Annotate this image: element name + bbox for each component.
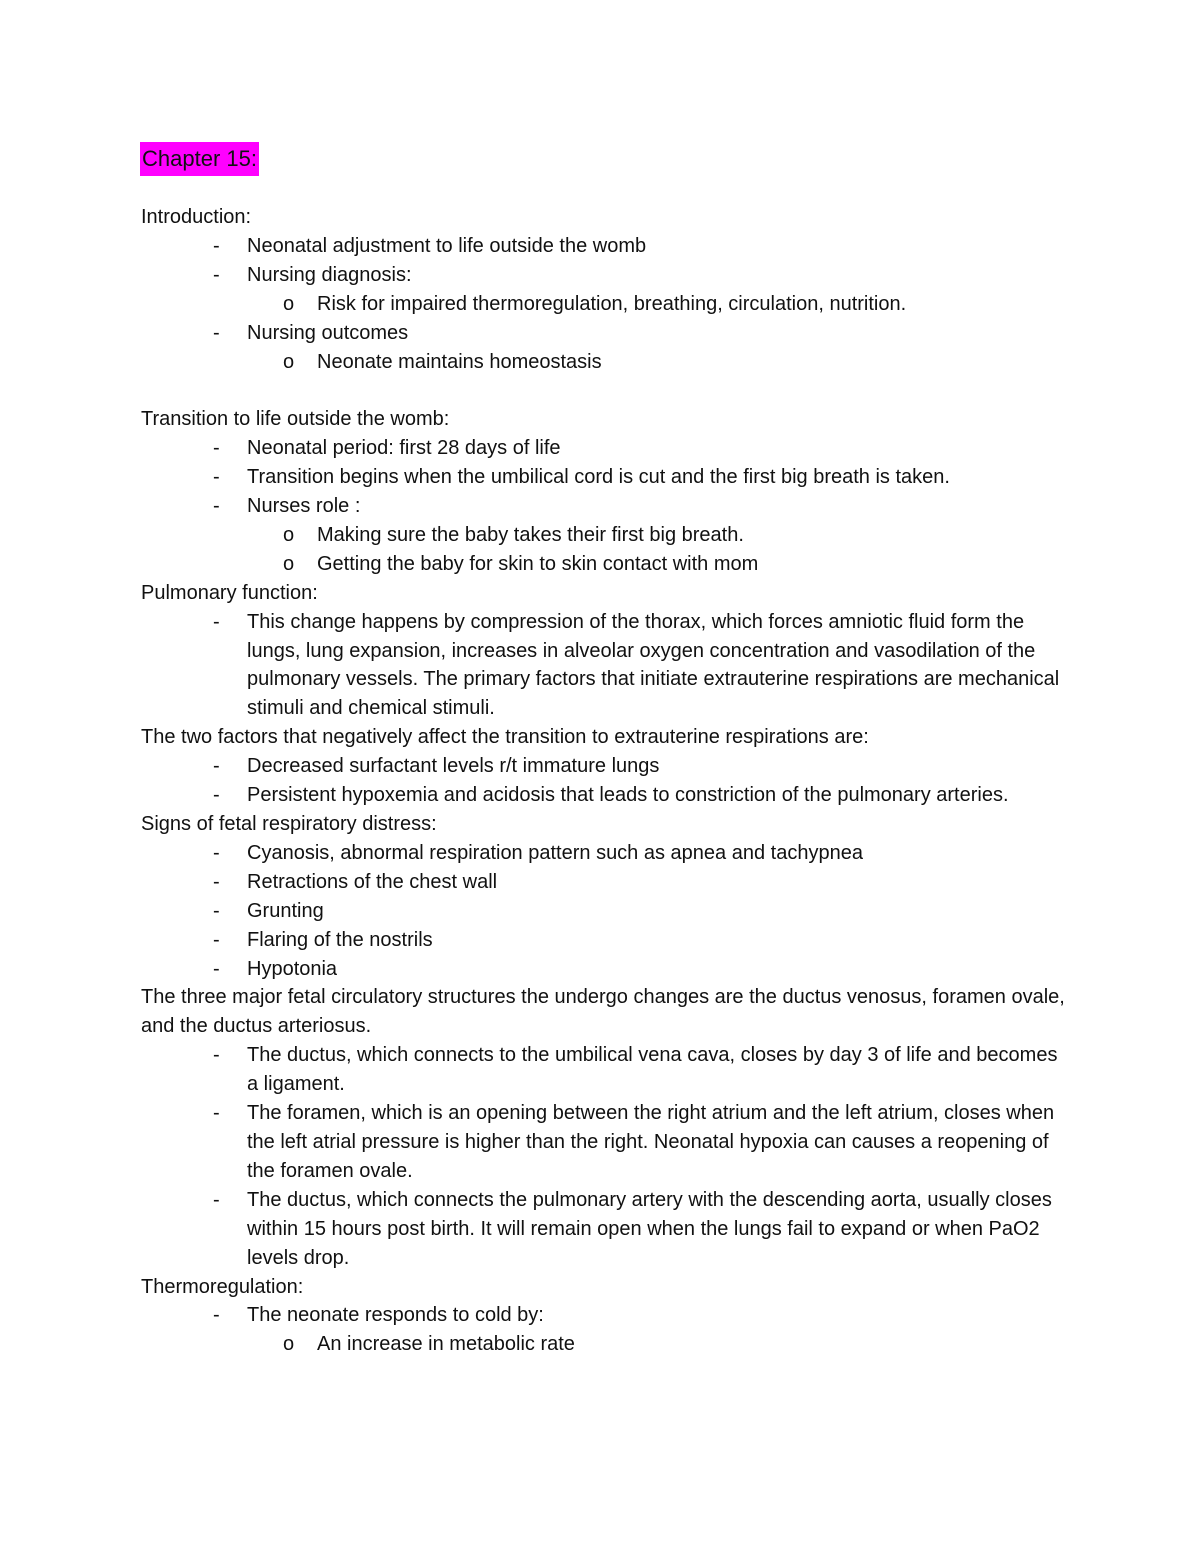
chapter-title: Chapter 15: — [140, 142, 259, 176]
list-item — [141, 839, 1071, 868]
sub-list-item — [141, 348, 1071, 377]
circle-bullet: o — [283, 523, 295, 546]
list-item — [141, 781, 1071, 810]
list-item — [141, 1186, 1071, 1273]
list-item — [141, 897, 1071, 926]
transition-list — [141, 434, 1071, 579]
list-item — [141, 261, 1071, 290]
list-item-text: Neonatal adjustment to life outside the womb — [247, 234, 647, 257]
circulatory-list — [141, 1041, 1071, 1272]
dash-bullet: - — [213, 610, 220, 633]
dash-bullet: - — [213, 437, 220, 460]
distress-list — [141, 839, 1071, 984]
sub-list-item-text: An increase in metabolic rate — [317, 1333, 575, 1356]
circle-bullet: o — [283, 292, 295, 315]
chapter-title-wrap — [140, 142, 259, 176]
list-item — [141, 1041, 1071, 1099]
list-item — [141, 1301, 1071, 1330]
dash-bullet: - — [213, 1044, 220, 1067]
list-item-text: The ductus, which connects the pulmonary artery with the descending aorta, usually closes within 15 hours post birth. It will remain open when the lungs fail to expand or when PaO2 levels drop. — [247, 1188, 1052, 1269]
list-item-text: Persistent hypoxemia and acidosis that leads to constriction of the pulmonary arteries. — [247, 784, 1009, 807]
list-item-text: Nurses role : — [247, 495, 361, 518]
dash-bullet: - — [213, 1188, 220, 1211]
blank-line — [141, 376, 1071, 405]
dash-bullet: - — [213, 321, 220, 344]
section-heading-thermoregulation: Thermoregulation: — [141, 1275, 304, 1298]
circle-bullet: o — [283, 1333, 295, 1356]
list-item-text: The foramen, which is an opening between the right atrium and the left atrium, closes when the left atrial pressure is higher than the right. Neonatal hypoxia can causes a reopening of the foramen ovale. — [247, 1102, 1055, 1182]
sub-list-item — [141, 1330, 1071, 1359]
dash-bullet: - — [213, 841, 220, 864]
list-item-text: Cyanosis, abnormal respiration pattern such as apnea and tachypnea — [247, 841, 863, 864]
section-heading-transition: Transition to life outside the womb: — [141, 408, 450, 431]
section-heading-circulatory: The three major fetal circulatory structures the undergo changes are the ductus venosus, foramen ovale, and the ductus arteriosus. — [141, 986, 1065, 1038]
sub-list-item-text: Making sure the baby takes their first big breath. — [317, 523, 744, 546]
list-item — [141, 926, 1071, 955]
list-item — [141, 463, 1071, 492]
list-item-text: The ductus, which connects to the umbilical vena cava, closes by day 3 of life and becomes a ligament. — [247, 1044, 1058, 1096]
dash-bullet: - — [213, 870, 220, 893]
circle-bullet: o — [283, 350, 295, 373]
dash-bullet: - — [213, 957, 220, 980]
list-item — [141, 319, 1071, 348]
dash-bullet: - — [213, 755, 220, 778]
dash-bullet: - — [213, 784, 220, 807]
thermo-list — [141, 1301, 1071, 1359]
section-heading-factors: The two factors that negatively affect the transition to extrauterine respirations are: — [141, 726, 869, 749]
list-item-text: Decreased surfactant levels r/t immature lungs — [247, 755, 660, 778]
list-item-text: Flaring of the nostrils — [247, 928, 433, 951]
list-item-text: The neonate responds to cold by: — [247, 1304, 544, 1327]
list-item — [141, 752, 1071, 781]
list-item — [141, 232, 1071, 261]
list-item-text: Nursing outcomes — [247, 321, 409, 344]
list-item-text: Transition begins when the umbilical cord is cut and the first big breath is taken. — [247, 466, 950, 489]
factors-list — [141, 752, 1071, 810]
dash-bullet: - — [213, 899, 220, 922]
list-item — [141, 608, 1071, 724]
dash-bullet: - — [213, 1102, 220, 1125]
sub-list-item-text: Risk for impaired thermoregulation, breathing, circulation, nutrition. — [317, 292, 907, 315]
circle-bullet: o — [283, 552, 295, 575]
section-heading-pulmonary: Pulmonary function: — [141, 581, 318, 604]
section-heading-introduction: Introduction: — [141, 206, 252, 228]
dash-bullet: - — [213, 928, 220, 951]
list-item-text: Hypotonia — [247, 957, 338, 980]
list-item-text: Retractions of the chest wall — [247, 870, 498, 893]
sub-list-item — [141, 550, 1071, 579]
sub-list-item — [141, 521, 1071, 550]
list-item — [141, 434, 1071, 463]
dash-bullet: - — [213, 234, 220, 257]
notes-body — [141, 203, 1071, 1359]
list-item-text: Neonatal period: first 28 days of life — [247, 437, 561, 460]
list-item-text: This change happens by compression of the thorax, which forces amniotic fluid form the lungs, lung expansion, increases in alveolar oxygen concentration and vasodilation of the pulmonary vessels. The primary factors that initiate extrauterine respirations are mechanical stimuli and chemical stimuli. — [247, 610, 1060, 720]
list-item-text: Grunting — [247, 899, 324, 922]
sub-list-item — [141, 290, 1071, 319]
dash-bullet: - — [213, 466, 220, 489]
dash-bullet: - — [213, 495, 220, 518]
sub-list-item-text: Getting the baby for skin to skin contact with mom — [317, 552, 759, 575]
dash-bullet: - — [213, 263, 220, 286]
list-item — [141, 868, 1071, 897]
list-item — [141, 492, 1071, 521]
list-item — [141, 955, 1071, 984]
pulmonary-list — [141, 608, 1071, 724]
section-heading-distress: Signs of fetal respiratory distress: — [141, 813, 437, 836]
list-item-text: Nursing diagnosis: — [247, 263, 412, 286]
intro-list — [141, 232, 1071, 377]
list-item — [141, 1099, 1071, 1186]
sub-list-item-text: Neonate maintains homeostasis — [317, 350, 602, 373]
dash-bullet: - — [213, 1304, 220, 1327]
